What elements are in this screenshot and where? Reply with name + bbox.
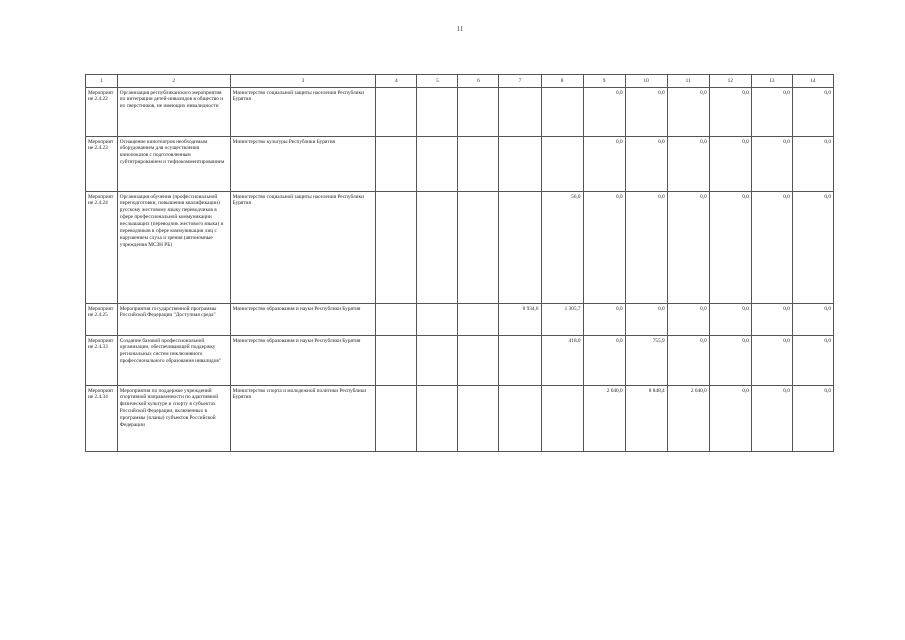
row-name: Организация республиканского мероприятия по интеграции детей-инвалидов в общество и их сверстников, не имеющих инвалидности	[117, 88, 230, 137]
column-header: 5	[417, 75, 458, 88]
column-header: 13	[751, 75, 792, 88]
column-header: 7	[499, 75, 541, 88]
value-cell: 0,0	[751, 336, 792, 386]
value-cell	[458, 137, 499, 192]
table-row	[86, 192, 834, 304]
value-cell: 0,0	[792, 192, 833, 304]
value-cell: 0,0	[583, 304, 625, 336]
value-cell: 0,0	[751, 137, 792, 192]
row-executor: Министерство социальной защиты населения Республики Бурятия	[230, 192, 376, 304]
table-row	[86, 304, 834, 336]
value-cell	[376, 336, 417, 386]
value-cell	[417, 137, 458, 192]
program-table	[85, 74, 834, 452]
column-header: 4	[376, 75, 417, 88]
value-cell: 0,0	[751, 386, 792, 452]
row-executor: Министерство образования и науки Республики Бурятия	[230, 336, 376, 386]
value-cell: 1 305,7	[541, 304, 583, 336]
value-cell: 0,0	[583, 88, 625, 137]
value-cell	[417, 336, 458, 386]
value-cell: 56,0	[541, 192, 583, 304]
value-cell: 0,0	[625, 88, 667, 137]
column-header: 8	[541, 75, 583, 88]
table-row	[86, 137, 834, 192]
row-executor: Министерство спорта и молодежной политики Республики Бурятия	[230, 386, 376, 452]
row-name: Организация обучения (профессиональной переподготовки, повышения квалификации) русскому жестовому языку переводчиков в сфере профессиональной коммуникации неслышащих (переводчик жестового языка) и переводчиков в сфере коммуникации лиц с нарушением слуха и зрения (автономные учреждения МСЗН РБ)	[117, 192, 230, 304]
value-cell	[376, 88, 417, 137]
value-cell	[541, 137, 583, 192]
value-cell	[499, 137, 541, 192]
column-header: 6	[458, 75, 499, 88]
value-cell	[499, 192, 541, 304]
value-cell: 0,0	[625, 304, 667, 336]
value-cell: 0,0	[667, 88, 709, 137]
value-cell: 0,0	[709, 336, 751, 386]
value-cell	[376, 304, 417, 336]
value-cell	[458, 304, 499, 336]
row-name: Оснащение кинотеатров необходимым оборудованием для осуществления кинопоказов с подготовленным субтитрированием и тифлокомментированием	[117, 137, 230, 192]
row-name: Мероприятия по поддержке учреждений спортивной направленности по адаптивной физической культуре и спорту в субъектах Российской Федерации, включенных в программы (планы) субъектов Российской Федерации	[117, 386, 230, 452]
value-cell	[417, 88, 458, 137]
column-header: 3	[230, 75, 376, 88]
column-header: 1	[86, 75, 118, 88]
value-cell	[458, 336, 499, 386]
row-name: Мероприятия государственной программы Российской Федерации "Доступная среда"	[117, 304, 230, 336]
value-cell: 0,0	[751, 304, 792, 336]
row-code: Мероприятие 2.4.25	[86, 304, 118, 336]
value-cell	[499, 336, 541, 386]
value-cell: 0,0	[709, 88, 751, 137]
value-cell: 755,9	[625, 336, 667, 386]
value-cell: 0,0	[751, 192, 792, 304]
value-cell	[376, 137, 417, 192]
value-cell: 0,0	[625, 192, 667, 304]
row-code: Мероприятие 2.4.24	[86, 192, 118, 304]
value-cell: 0,0	[583, 137, 625, 192]
row-code: Мероприятие 2.4.33	[86, 336, 118, 386]
row-code: Мероприятие 2.4.22	[86, 88, 118, 137]
row-name: Создание базовой профессиональной организации, обеспечивающей поддержку региональных систем инклюзивного профессионального образования инвалидов"	[117, 336, 230, 386]
value-cell	[499, 386, 541, 452]
column-header: 2	[117, 75, 230, 88]
column-header: 11	[667, 75, 709, 88]
value-cell: 0,0	[792, 336, 833, 386]
value-cell	[376, 386, 417, 452]
value-cell: 0,0	[792, 88, 833, 137]
header-row	[86, 75, 834, 88]
value-cell	[417, 304, 458, 336]
value-cell	[541, 386, 583, 452]
value-cell: 418,0	[541, 336, 583, 386]
row-executor: Министерство социальной защиты населения Республики Бурятия	[230, 88, 376, 137]
row-executor: Министерство образования и науки Республики Бурятия	[230, 304, 376, 336]
column-header: 9	[583, 75, 625, 88]
row-code: Мероприятие 2.4.34	[86, 386, 118, 452]
value-cell: 2 640,0	[667, 386, 709, 452]
value-cell: 0,0	[667, 304, 709, 336]
value-cell: 8 848,4	[625, 386, 667, 452]
value-cell	[417, 386, 458, 452]
table-row	[86, 336, 834, 386]
value-cell: 0,0	[667, 192, 709, 304]
value-cell: 0,0	[792, 304, 833, 336]
column-header: 14	[792, 75, 833, 88]
value-cell	[458, 386, 499, 452]
value-cell: 0,0	[583, 192, 625, 304]
value-cell: 8 934,6	[499, 304, 541, 336]
page-number: 11	[456, 25, 464, 33]
value-cell: 0,0	[792, 386, 833, 452]
value-cell	[376, 192, 417, 304]
value-cell	[417, 192, 458, 304]
value-cell: 2 640,0	[583, 386, 625, 452]
value-cell: 0,0	[709, 304, 751, 336]
value-cell: 0,0	[751, 88, 792, 137]
value-cell: 0,0	[709, 137, 751, 192]
value-cell	[541, 88, 583, 137]
value-cell: 0,0	[667, 336, 709, 386]
value-cell: 0,0	[667, 137, 709, 192]
value-cell: 0,0	[583, 336, 625, 386]
value-cell: 0,0	[709, 192, 751, 304]
value-cell	[458, 192, 499, 304]
value-cell	[458, 88, 499, 137]
value-cell: 0,0	[709, 386, 751, 452]
row-code: Мероприятие 2.4.23	[86, 137, 118, 192]
value-cell: 0,0	[792, 137, 833, 192]
table-row	[86, 386, 834, 452]
table-row	[86, 88, 834, 137]
row-executor: Министерство культуры Республики Бурятия	[230, 137, 376, 192]
value-cell: 0,0	[625, 137, 667, 192]
value-cell	[499, 88, 541, 137]
column-header: 12	[709, 75, 751, 88]
column-header: 10	[625, 75, 667, 88]
